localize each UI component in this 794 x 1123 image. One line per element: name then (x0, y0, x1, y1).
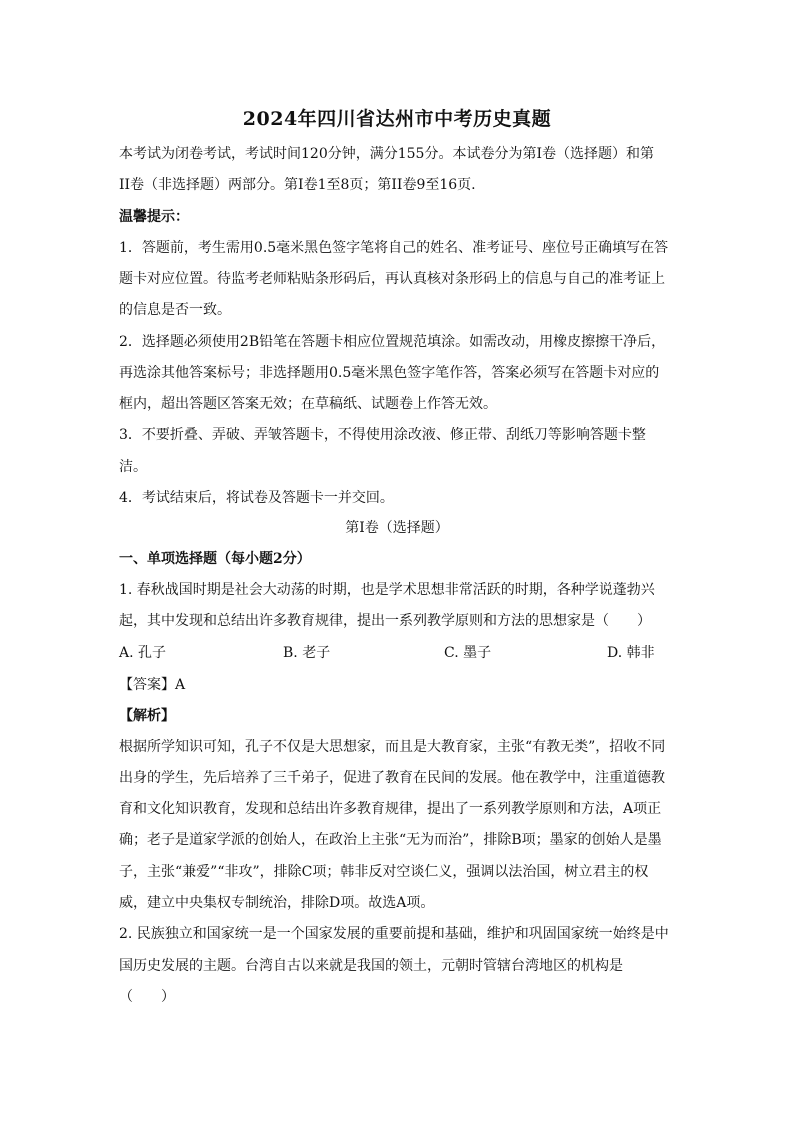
page-title: 2024年四川省达州市中考历史真题 (242, 108, 552, 130)
part-heading: 一、单项选择题（每小题2分） (119, 551, 311, 567)
analysis-line-4: 确；老子是道家学派的创始人，在政治上主张“无为而治”，排除B项；墨家的创始人是墨 (119, 832, 662, 848)
analysis-line-6: 威，建立中央集权专制统治，排除D项。故选A项。 (119, 895, 435, 911)
option-a: A. 孔子 (119, 645, 167, 661)
tip-line-2: 题卡对应位置。待监考老师粘贴条形码后，再认真核对条形码上的信息与自己的准考证上 (119, 271, 665, 287)
analysis-heading: 【解析】 (119, 708, 175, 724)
analysis-line-3: 育和文化知识教育，发现和总结出许多教育规律，提出了一系列教学原则和方法，A项正 (119, 801, 662, 817)
option-c: C. 墨子 (444, 645, 492, 661)
tips-heading: 温馨提示： (119, 209, 189, 225)
question-1-line-1: 1. 春秋战国时期是社会大动荡的时期，也是学术思想非常活跃的时期，各种学说蓬勃兴 (119, 582, 655, 598)
tip-line-7: 3．不要折叠、弄破、弄皱答题卡，不得使用涂改液、修正带、刮纸刀等影响答题卡整 (119, 427, 646, 443)
option-d: D. 韩非 (607, 645, 655, 661)
intro-line-1: 本考试为闭卷考试，考试时间120分钟，满分155分。本试卷分为第I卷（选择题）和第 (119, 146, 654, 162)
tip-line-9: 4．考试结束后，将试卷及答题卡一并交回。 (119, 490, 394, 506)
tip-line-4: 2．选择题必须使用2B铅笔在答题卡相应位置规范填涂。如需改动，用橡皮擦擦干净后， (119, 334, 666, 350)
tip-line-8: 洁。 (119, 459, 147, 475)
answer: 【答案】A (119, 677, 186, 693)
question-2-line-2: 国历史发展的主题。台湾自古以来就是我国的领土，元朝时管辖台湾地区的机构是 (119, 958, 623, 974)
analysis-line-1: 根据所学知识可知，孔子不仅是大思想家，而且是大教育家，主张“有教无类”，招收不同 (119, 739, 666, 755)
analysis-line-5: 子，主张“兼爱”“非攻”，排除C项；韩非反对空谈仁义，强调以法治国，树立君主的权 (119, 864, 649, 880)
question-2-line-3: （ ） (119, 989, 175, 1005)
question-1-line-2: 起，其中发现和总结出许多教育规律，提出一系列教学原则和方法的思想家是（ ） (119, 613, 651, 629)
tip-line-3: 的信息是否一致。 (119, 302, 231, 318)
section-title: 第I卷（选择题） (345, 520, 449, 536)
tip-line-5: 再选涂其他答案标号；非选择题用0.5毫米黑色签字笔作答，答案必须写在答题卡对应的 (119, 365, 660, 381)
intro-line-2: II卷（非选择题）两部分。第I卷1至8页；第II卷9至16页. (119, 177, 476, 193)
tip-line-6: 框内，超出答题区答案无效；在草稿纸、试题卷上作答无效。 (119, 396, 497, 412)
question-2-line-1: 2. 民族独立和国家统一是一个国家发展的重要前提和基础，维护和巩固国家统一始终是中 (119, 926, 669, 942)
analysis-line-2: 出身的学生，先后培养了三千弟子，促进了教育在民间的发展。他在教学中，注重道德教 (119, 770, 665, 786)
option-b: B. 老子 (283, 645, 331, 661)
tip-line-1: 1．答题前，考生需用0.5毫米黑色签字笔将自己的姓名、准考证号、座位号正确填写在答 (119, 240, 669, 256)
